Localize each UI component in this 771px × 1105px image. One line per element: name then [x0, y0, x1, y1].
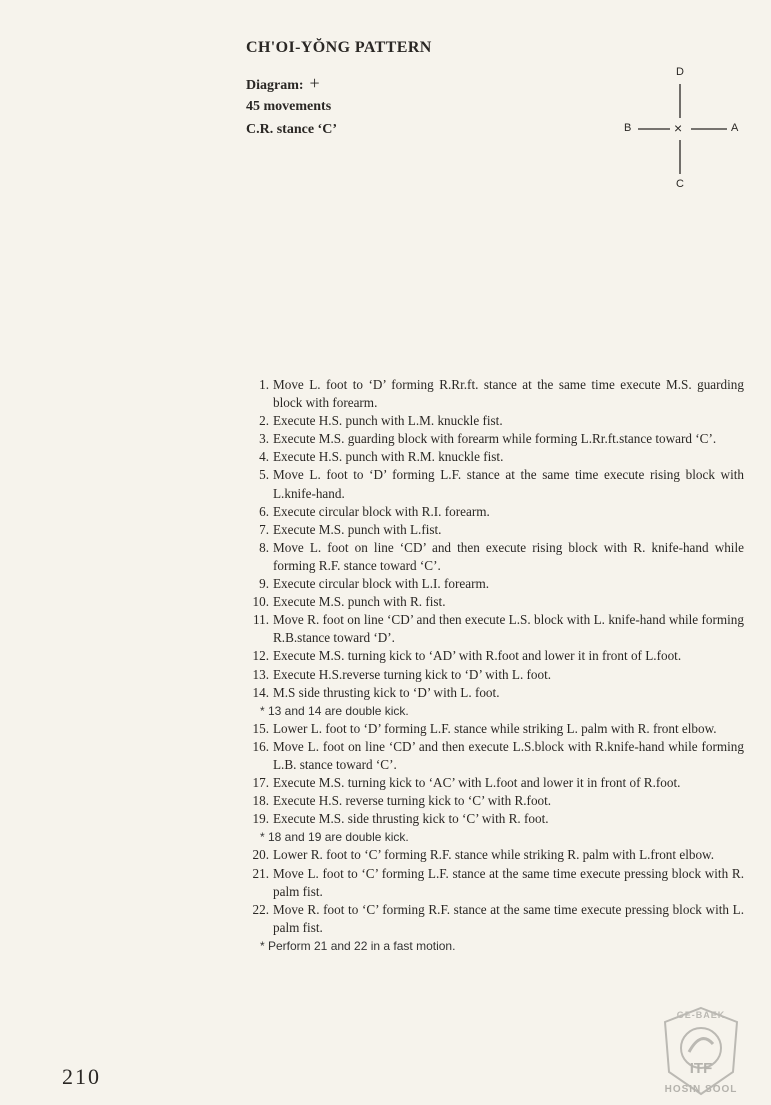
diagram-label-b: B — [624, 122, 632, 134]
watermark-bottom-text: HOSIN SOOL — [664, 1084, 738, 1095]
movement-item — [244, 684, 744, 702]
movement-number: 17. — [252, 775, 269, 791]
movement-item — [244, 503, 744, 521]
movement-number: 1. — [259, 377, 269, 392]
movement-number: 20. — [252, 847, 269, 863]
movement-item — [244, 774, 744, 792]
pattern-title: CH'OI-YŎNG PATTERN — [246, 39, 432, 56]
movement-text: Execute H.S. punch with L.M. knuckle fist. — [273, 413, 503, 429]
movement-item — [244, 738, 744, 774]
movement-number: 16. — [252, 738, 269, 754]
itf-watermark-logo — [651, 1000, 751, 1100]
movement-item — [244, 611, 744, 647]
movement-number: 12. — [252, 648, 269, 664]
watermark-top-text: GE-BAEK — [676, 1010, 726, 1020]
movement-text: Move R. foot to ‘C’ forming R.F. stance at the same time execute pressing block with L. palm fist. — [273, 901, 744, 935]
movement-number: 9. — [259, 576, 269, 592]
movement-text: M.S side thrusting kick to ‘D’ with L. foot. — [273, 684, 500, 700]
diagram-label: Diagram: — [246, 78, 304, 93]
watermark-mid-text: ITF — [689, 1060, 713, 1077]
movement-text: Execute M.S. punch with R. fist. — [273, 594, 446, 610]
movement-item — [244, 901, 744, 937]
movement-note: * 13 and 14 are double kick. — [260, 703, 409, 718]
movement-number: 7. — [259, 521, 269, 537]
movement-text: Execute H.S. reverse turning kick to ‘C’ with R.foot. — [273, 793, 552, 809]
movement-item — [244, 846, 744, 864]
movement-item — [244, 539, 744, 575]
movement-item — [244, 376, 744, 412]
movement-number: 22. — [252, 901, 269, 917]
movement-item — [244, 412, 744, 430]
movement-text: Lower R. foot to ‘C’ forming R.F. stance while striking R. palm with L.front elbow. — [273, 847, 715, 863]
movement-number: 18. — [252, 793, 269, 809]
movement-item — [244, 448, 744, 466]
movement-text: Move L. foot on line ‘CD’ and then execute rising block with R. knife-hand while forming R.F. stance toward ‘C’. — [273, 539, 744, 573]
starting-stance: C.R. stance ‘C’ — [246, 122, 337, 137]
movement-number: 2. — [259, 413, 269, 429]
movement-number: 8. — [259, 539, 269, 555]
movement-number: 13. — [252, 666, 269, 682]
movement-count: 45 movements — [246, 99, 332, 114]
movement-text: Move R. foot on line ‘CD’ and then execute L.S. block with L. knife-hand while forming R.B.stance toward ‘D’. — [273, 612, 744, 646]
movement-item — [244, 865, 744, 901]
page-number: 210 — [62, 1064, 101, 1089]
diagram-center-mark: × — [674, 120, 683, 136]
movement-item — [244, 810, 744, 828]
movement-list — [244, 376, 744, 955]
movement-number: 3. — [259, 431, 269, 447]
movement-item — [244, 720, 744, 738]
movement-number: 11. — [253, 612, 269, 628]
movement-text: Move L. foot to ‘D’ forming L.F. stance at the same time execute rising block with L.knife-hand. — [273, 467, 744, 501]
movement-text: Execute M.S. guarding block with forearm while forming L.Rr.ft.stance toward ‘C’. — [273, 431, 717, 447]
pattern-info — [246, 72, 337, 141]
diagram-line — [246, 72, 337, 95]
movement-number: 10. — [252, 594, 269, 610]
movement-number: 19. — [252, 811, 269, 827]
movement-item — [244, 647, 744, 665]
movement-text: Execute M.S. turning kick to ‘AD’ with R.foot and lower it in front of L.foot. — [273, 648, 682, 664]
diagram-label-a: A — [731, 122, 739, 134]
movement-text: Execute circular block with L.I. forearm. — [273, 576, 490, 592]
diagram-label-d: D — [676, 66, 684, 78]
movement-number: 4. — [259, 449, 269, 465]
movement-note: * 18 and 19 are double kick. — [260, 830, 409, 845]
movement-item — [244, 792, 744, 810]
movement-item — [244, 466, 744, 502]
movement-number: 6. — [259, 503, 269, 519]
movement-item — [244, 521, 744, 539]
movement-item — [244, 593, 744, 611]
movement-text: Lower L. foot to ‘D’ forming L.F. stance while striking L. palm with R. front elbow. — [273, 720, 717, 736]
movement-note: * Perform 21 and 22 in a fast motion. — [260, 938, 456, 953]
pattern-diagram — [610, 62, 760, 197]
movement-item — [244, 430, 744, 448]
movement-text: Execute H.S.reverse turning kick to ‘D’ with L. foot. — [273, 666, 552, 682]
diagram-symbol: + — [309, 73, 320, 93]
movement-number: 15. — [252, 720, 269, 736]
movement-number: 21. — [252, 865, 269, 881]
movement-number: 14. — [252, 684, 269, 700]
movement-text: Move L. foot to ‘C’ forming L.F. stance at the same time execute pressing block with R. palm fist. — [273, 865, 744, 899]
movement-text: Move L. foot to ‘D’ forming R.Rr.ft. stance at the same time execute M.S. guarding block with forearm. — [273, 377, 744, 411]
movement-text: Execute circular block with R.I. forearm. — [273, 503, 490, 519]
movement-text: Execute M.S. punch with L.fist. — [273, 521, 442, 537]
movement-item — [244, 575, 744, 593]
movement-item — [244, 666, 744, 684]
diagram-label-c: C — [676, 178, 684, 190]
movement-number: 5. — [259, 467, 269, 483]
movement-text: Execute M.S. side thrusting kick to ‘C’ with R. foot. — [273, 811, 549, 827]
movement-text: Execute M.S. turning kick to ‘AC’ with L.foot and lower it in front of R.foot. — [273, 775, 681, 791]
movement-text: Execute H.S. punch with R.M. knuckle fist. — [273, 449, 504, 465]
movement-text: Move L. foot on line ‘CD’ and then execute L.S.block with R.knife-hand while forming L.B. stance toward ‘C’. — [273, 738, 744, 772]
